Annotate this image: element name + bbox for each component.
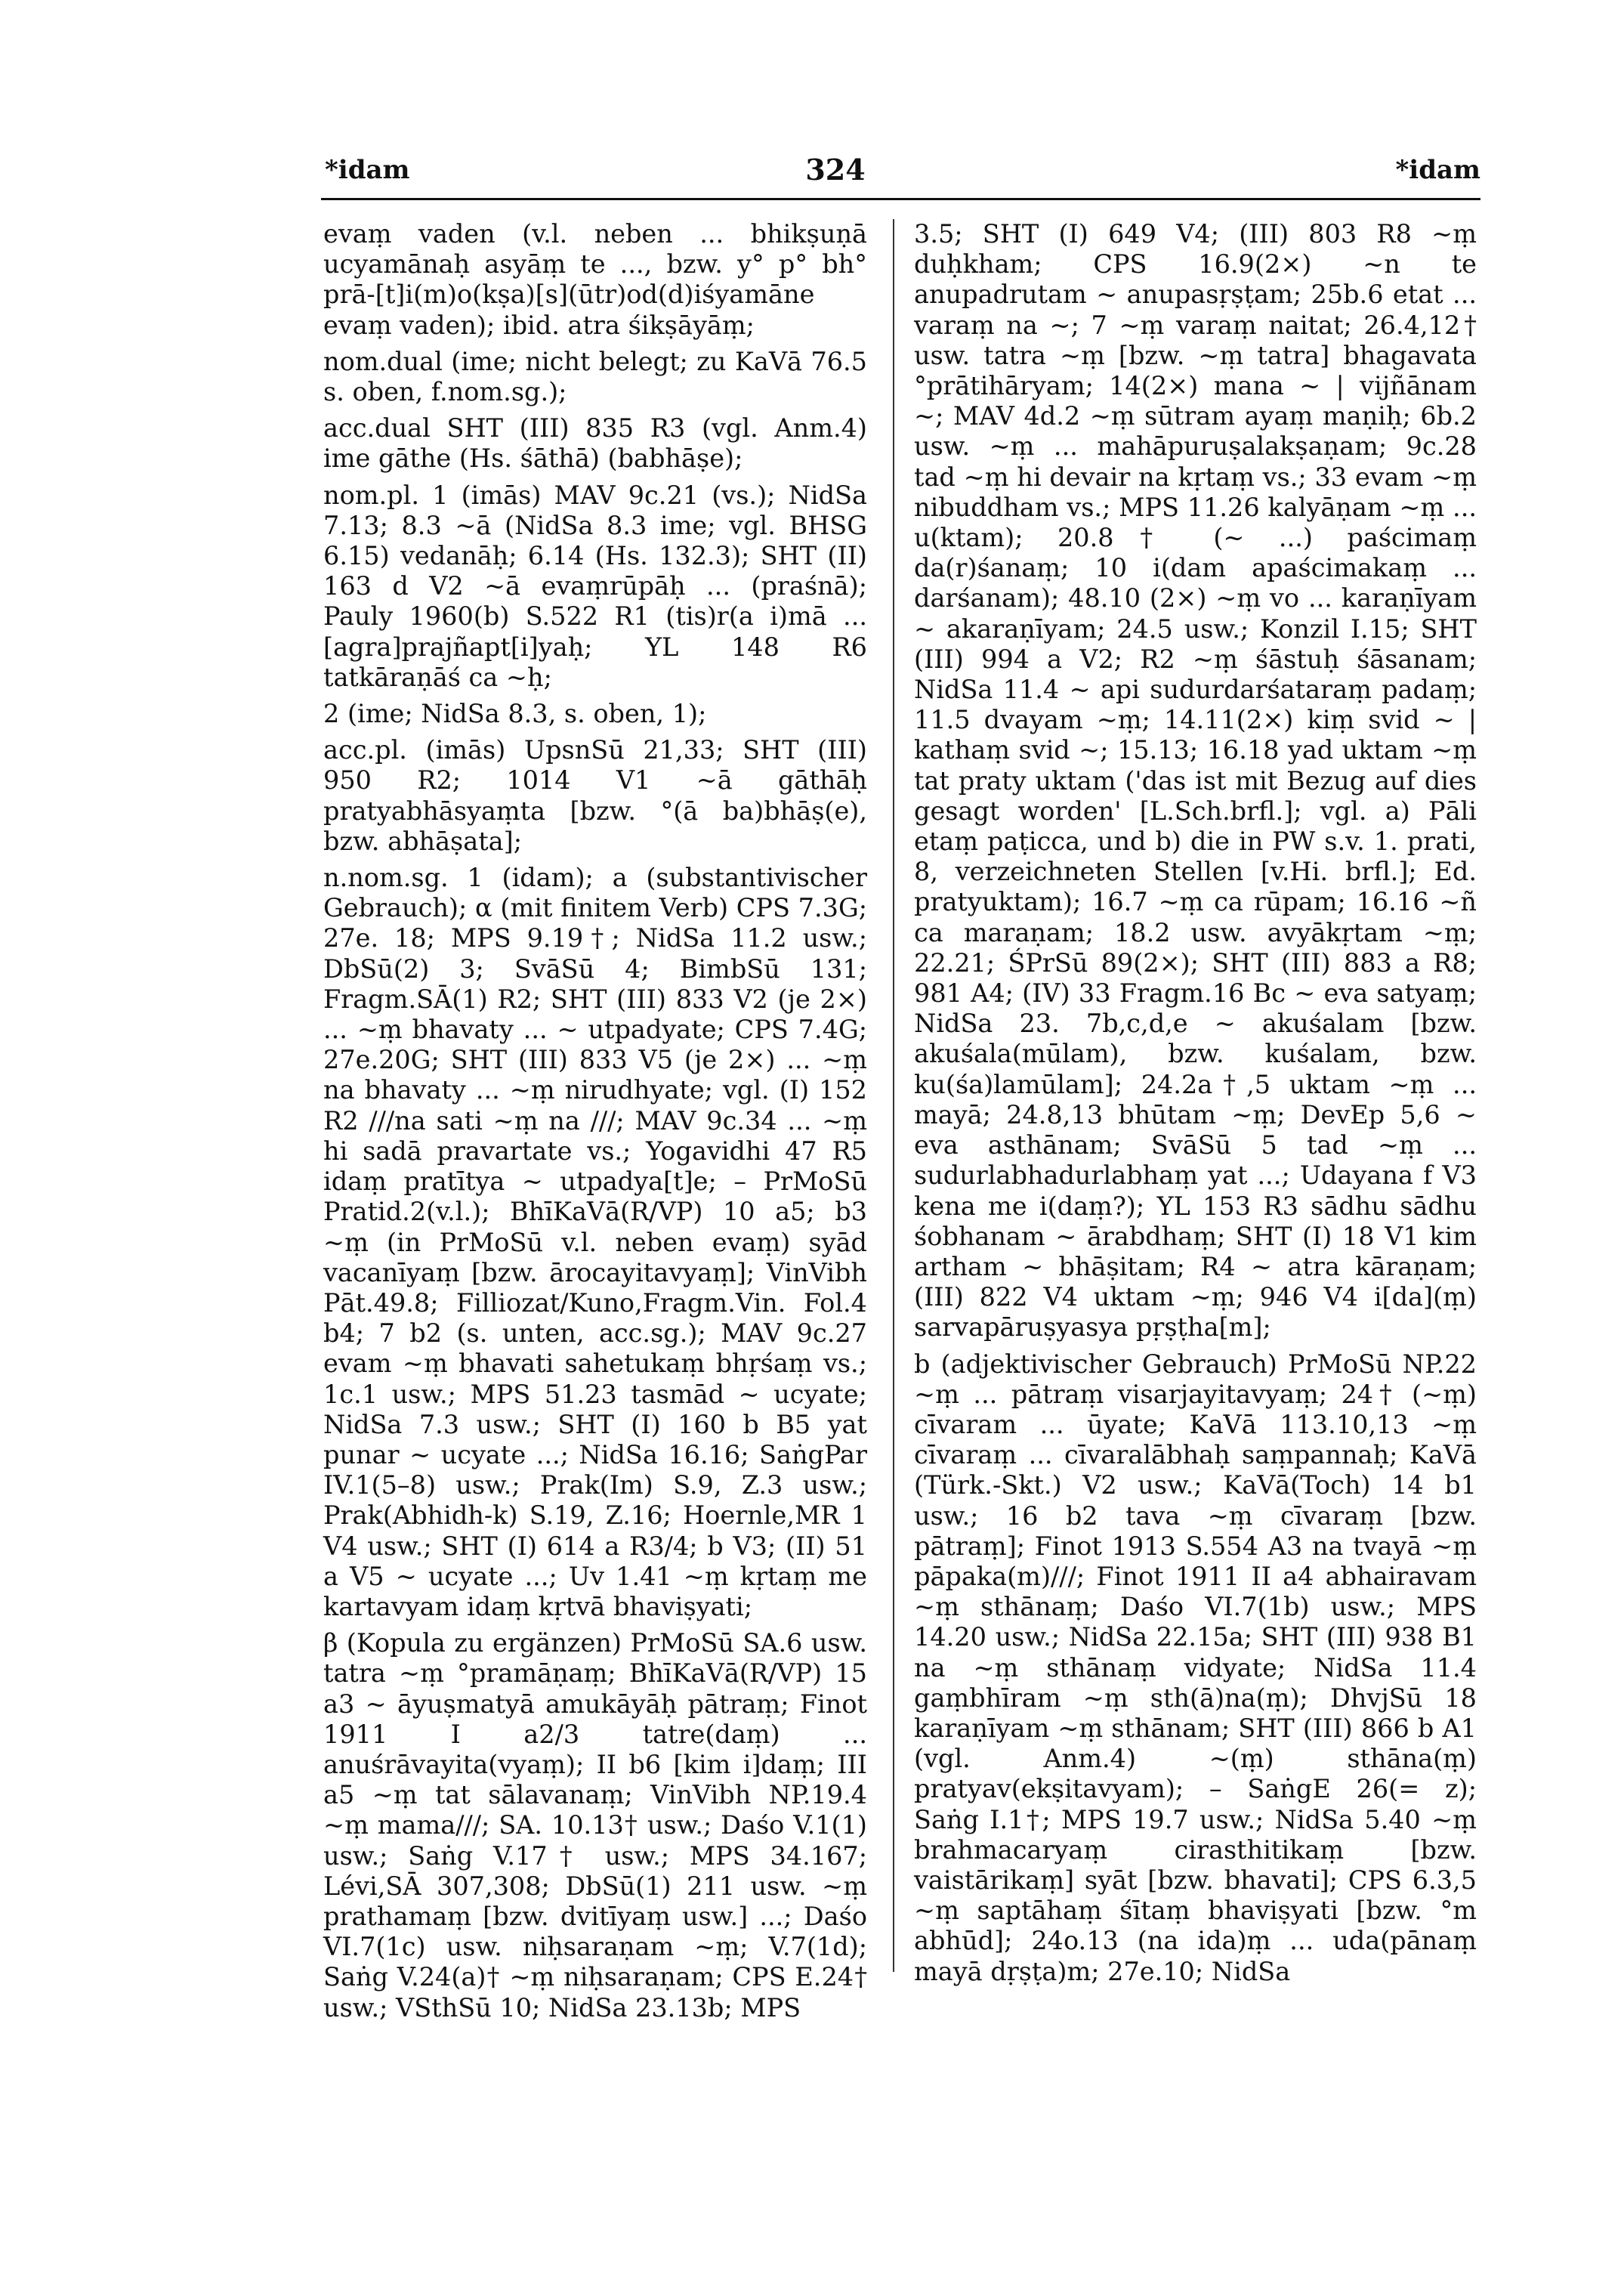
running-head-right: *idam — [1395, 155, 1480, 185]
entry-paragraph: acc.pl. (imās) UpsnSū 21,33; SHT (III) 950 R2; 1014 V1 ~ā gāthāḥ pratyabhāsyaṃta [bzw. °(ā ba)bhāṣ(e), bzw. abhāṣata]; — [323, 735, 867, 856]
entry-paragraph: evaṃ vaden (v.l. neben ... bhikṣuṇā ucyamānaḥ asyāṃ te ..., bzw. y° p° bh° prā-[t]i(m)o(kṣa)[s](ūtr)od(d)iśyamāne evaṃ vaden); ibid. atra śikṣāyāṃ; — [323, 219, 867, 340]
entry-paragraph: 3.5; SHT (I) 649 V4; (III) 803 R8 ~ṃ duḥkham; CPS 16.9(2×) ~n te anupadrutam ~ anupasṛṣṭam; 25b.6 etat ... varaṃ na ~; 7 ~ṃ varaṃ naitat; 26.4,12† usw. tatra ~ṃ [bzw. ~ṃ tatra] bhagavata °prātihāryam; 14(2×) mana ~ | vijñānam ~; MAV 4d.2 ~ṃ sūtram ayaṃ maṇiḥ; 6b.2 usw. ~ṃ ... mahāpuruṣalakṣaṇam; 9c.28 tad ~ṃ hi devair na kṛtaṃ vs.; 33 evam ~ṃ nibuddham vs.; MPS 11.26 kalyāṇam ~ṃ ... u(ktam); 20.8† (~ ...) paścimaṃ da(r)śanaṃ; 10 i(dam apaścimakaṃ ... darśanam); 48.10 (2×) ~ṃ vo ... karaṇīyam ~ akaraṇīyam; 24.5 usw.; Konzil I.15; SHT (III) 994 a V2; R2 ~ṃ śāstuḥ śāsanam; NidSa 11.4 ~ api sudurdarśataraṃ padaṃ; 11.5 dvayam ~ṃ; 14.11(2×) kiṃ svid ~ | kathaṃ svid ~; 15.13; 16.18 yad uktam ~ṃ tat praty uktam ('das ist mit Bezug auf dies gesagt worden' [L.Sch.brfl.]; vgl. a) Pāli etaṃ paṭicca, und b) die in PW s.v. 1. prati, 8, verzeichneten Stellen [v.Hi. brfl.]; Ed. pratyuktam); 16.7 ~ṃ ca rūpam; 16.16 ~ñ ca maraṇam; 18.2 usw. avyākṛtam ~ṃ; 22.21; ŚPrSū 89(2×); SHT (III) 883 a R8; 981 A4; (IV) 33 Fragm.16 Bc ~ eva satyaṃ; NidSa 23. 7b,c,d,e ~ akuśalam [bzw. akuśala(mūlam), bzw. kuśalam, bzw. ku(śa)lamūlam]; 24.2a†,5 uktam ~ṃ ... mayā; 24.8,13 bhūtam ~ṃ; DevEp 5,6 ~ eva asthānam; SvāSū 5 tad ~ṃ ... sudurlabhadurlabhaṃ yat ...; Udayana f V3 kena me i(daṃ?); YL 153 R3 sādhu sādhu śobhanam ~ ārabdhaṃ; SHT (I) 18 V1 kim artham ~ bhāṣitam; R4 ~ atra kāraṇam; (III) 822 V4 uktam ~ṃ; 946 V4 i[da](ṃ) sarvapāruṣyasya pṛṣṭha[m]; — [914, 219, 1477, 1343]
entry-paragraph: nom.dual (ime; nicht belegt; zu KaVā 76.5 s. oben, f.nom.sg.); — [323, 346, 867, 407]
running-head-left: *idam — [325, 155, 410, 185]
entry-paragraph: acc.dual SHT (III) 835 R3 (vgl. Anm.4) ime gāthe (Hs. śāthā) (babhāṣe); — [323, 413, 867, 474]
page-number: 324 — [805, 153, 866, 187]
right-column — [914, 219, 1477, 1990]
entry-paragraph: β (Kopula zu ergänzen) PrMoSū SA.6 usw. tatra ~ṃ °pramāṇaṃ; BhīKaVā(R/VP) 15 a3 ~ āyuṣmatyā amukāyāḥ pātraṃ; Finot 1911 I a2/3 tatre(daṃ) ... anuśrāvayita(vyaṃ); II b6 [kim i]daṃ; III a5 ~ṃ tat sālavanaṃ; VinVibh NP.19.4 ~ṃ mama///; SA. 10.13† usw.; Daśo V.1(1) usw.; Saṅg V.17† usw.; MPS 34.167; Lévi,SĀ 307,308; DbSū(1) 211 usw. ~ṃ prathamaṃ [bzw. dvitīyaṃ usw.] ...; Daśo VI.7(1c) usw. niḥsaraṇam ~ṃ; V.7(1d); Saṅg V.24(a)† ~ṃ niḥsaraṇam; CPS E.24† usw.; VSthSū 10; NidSa 23.13b; MPS — [323, 1628, 867, 2023]
column-divider — [893, 219, 894, 1972]
entry-paragraph: nom.pl. 1 (imās) MAV 9c.21 (vs.); NidSa 7.13; 8.3 ~ā (NidSa 8.3 ime; vgl. BHSG 6.15) vedanāḥ; 6.14 (Hs. 132.3); SHT (II) 163 d V2 ~ā evaṃrūpāḥ ... (praśnā); Pauly 1960(b) S.522 R1 (tis)r(a i)mā ... [agra]prajñapt[i]yaḥ; YL 148 R6 tatkāraṇāś ca ~ḥ; — [323, 480, 867, 692]
entry-paragraph: 2 (ime; NidSa 8.3, s. oben, 1); — [323, 699, 707, 729]
header-rule — [321, 198, 1480, 200]
entry-paragraph: n.nom.sg. 1 (idam); a (substantivischer Gebrauch); α (mit finitem Verb) CPS 7.3G; 27e. 18; MPS 9.19†; NidSa 11.2 usw.; DbSū(2) 3; SvāSū 4; BimbSū 131; Fragm.SĀ(1) R2; SHT (III) 833 V2 (je 2×) ... ~ṃ bhavaty ... ~ utpadyate; CPS 7.4G; 27e.20G; SHT (III) 833 V5 (je 2×) ... ~ṃ na bhavaty ... ~ṃ nirudhyate; vgl. (I) 152 R2 ///na sati ~ṃ na ///; MAV 9c.34 ... ~ṃ hi sadā pravartate vs.; Yogavidhi 47 R5 idaṃ pratītya ~ utpadya[t]e; – PrMoSū Pratid.2(v.l.); BhīKaVā(R/VP) 10 a5; b3 ~ṃ (in PrMoSū v.l. neben evaṃ) syād vacanīyaṃ [bzw. ārocayitavyaṃ]; VinVibh Pāt.49.8; Filliozat/Kuno,Fragm.Vin. Fol.4 b4; 7 b2 (s. unten, acc.sg.); MAV 9c.27 evam ~ṃ bhavati sahetukaṃ bhṛśaṃ vs.; 1c.1 usw.; MPS 51.23 tasmād ~ ucyate; NidSa 7.3 usw.; SHT (I) 160 b B5 yat punar ~ ucyate ...; NidSa 16.16; SaṅgPar IV.1(5–8) usw.; Prak(Im) S.9, Z.3 usw.; Prak(Abhidh-k) S.19, Z.16; Hoernle,MR 1 V4 usw.; SHT (I) 614 a R3/4; b V3; (II) 51 a V5 ~ ucyate ...; Uv 1.41 ~ṃ kṛtaṃ me kartavyam idaṃ kṛtvā bhaviṣyati; — [323, 863, 867, 1621]
entry-paragraph: b (adjektivischer Gebrauch) PrMoSū NP.22 ~ṃ ... pātraṃ visarjayitavyaṃ; 24† (~ṃ) cīvaram ... ūyate; KaVā 113.10,13 ~ṃ cīvaraṃ ... cīvaralābhaḥ saṃpannaḥ; KaVā (Türk.-Skt.) V2 usw.; KaVā(Toch) 14 b1 usw.; 16 b2 tava ~ṃ cīvaraṃ [bzw. pātraṃ]; Finot 1913 S.554 A3 na tvayā ~ṃ pāpaka(m)///; Finot 1911 II a4 abhairavam ~ṃ sthānaṃ; Daśo VI.7(1b) usw.; MPS 14.20 usw.; NidSa 22.15a; SHT (III) 938 B1 na ~ṃ sthānaṃ vidyate; NidSa 11.4 gaṃbhīram ~ṃ sth(ā)na(ṃ); DhvjSū 18 karaṇīyam ~ṃ sthānam; SHT (III) 866 b A1 (vgl. Anm.4) ~(ṃ) sthāna(ṃ) pratyav(ekṣitavyam); – SaṅgE 26(= z); Saṅg I.1†; MPS 19.7 usw.; NidSa 5.40 ~ṃ brahmacaryaṃ cirasthitikaṃ [bzw. vaistārikaṃ] syāt [bzw. bhavati]; CPS 6.3,5 ~ṃ saptāhaṃ śītaṃ bhaviṣyati [bzw. °m abhūd]; 24o.13 (na ida)ṃ ... uda(pānaṃ mayā dṛṣṭa)m; 27e.10; NidSa — [914, 1349, 1477, 1986]
left-column — [323, 219, 867, 2026]
